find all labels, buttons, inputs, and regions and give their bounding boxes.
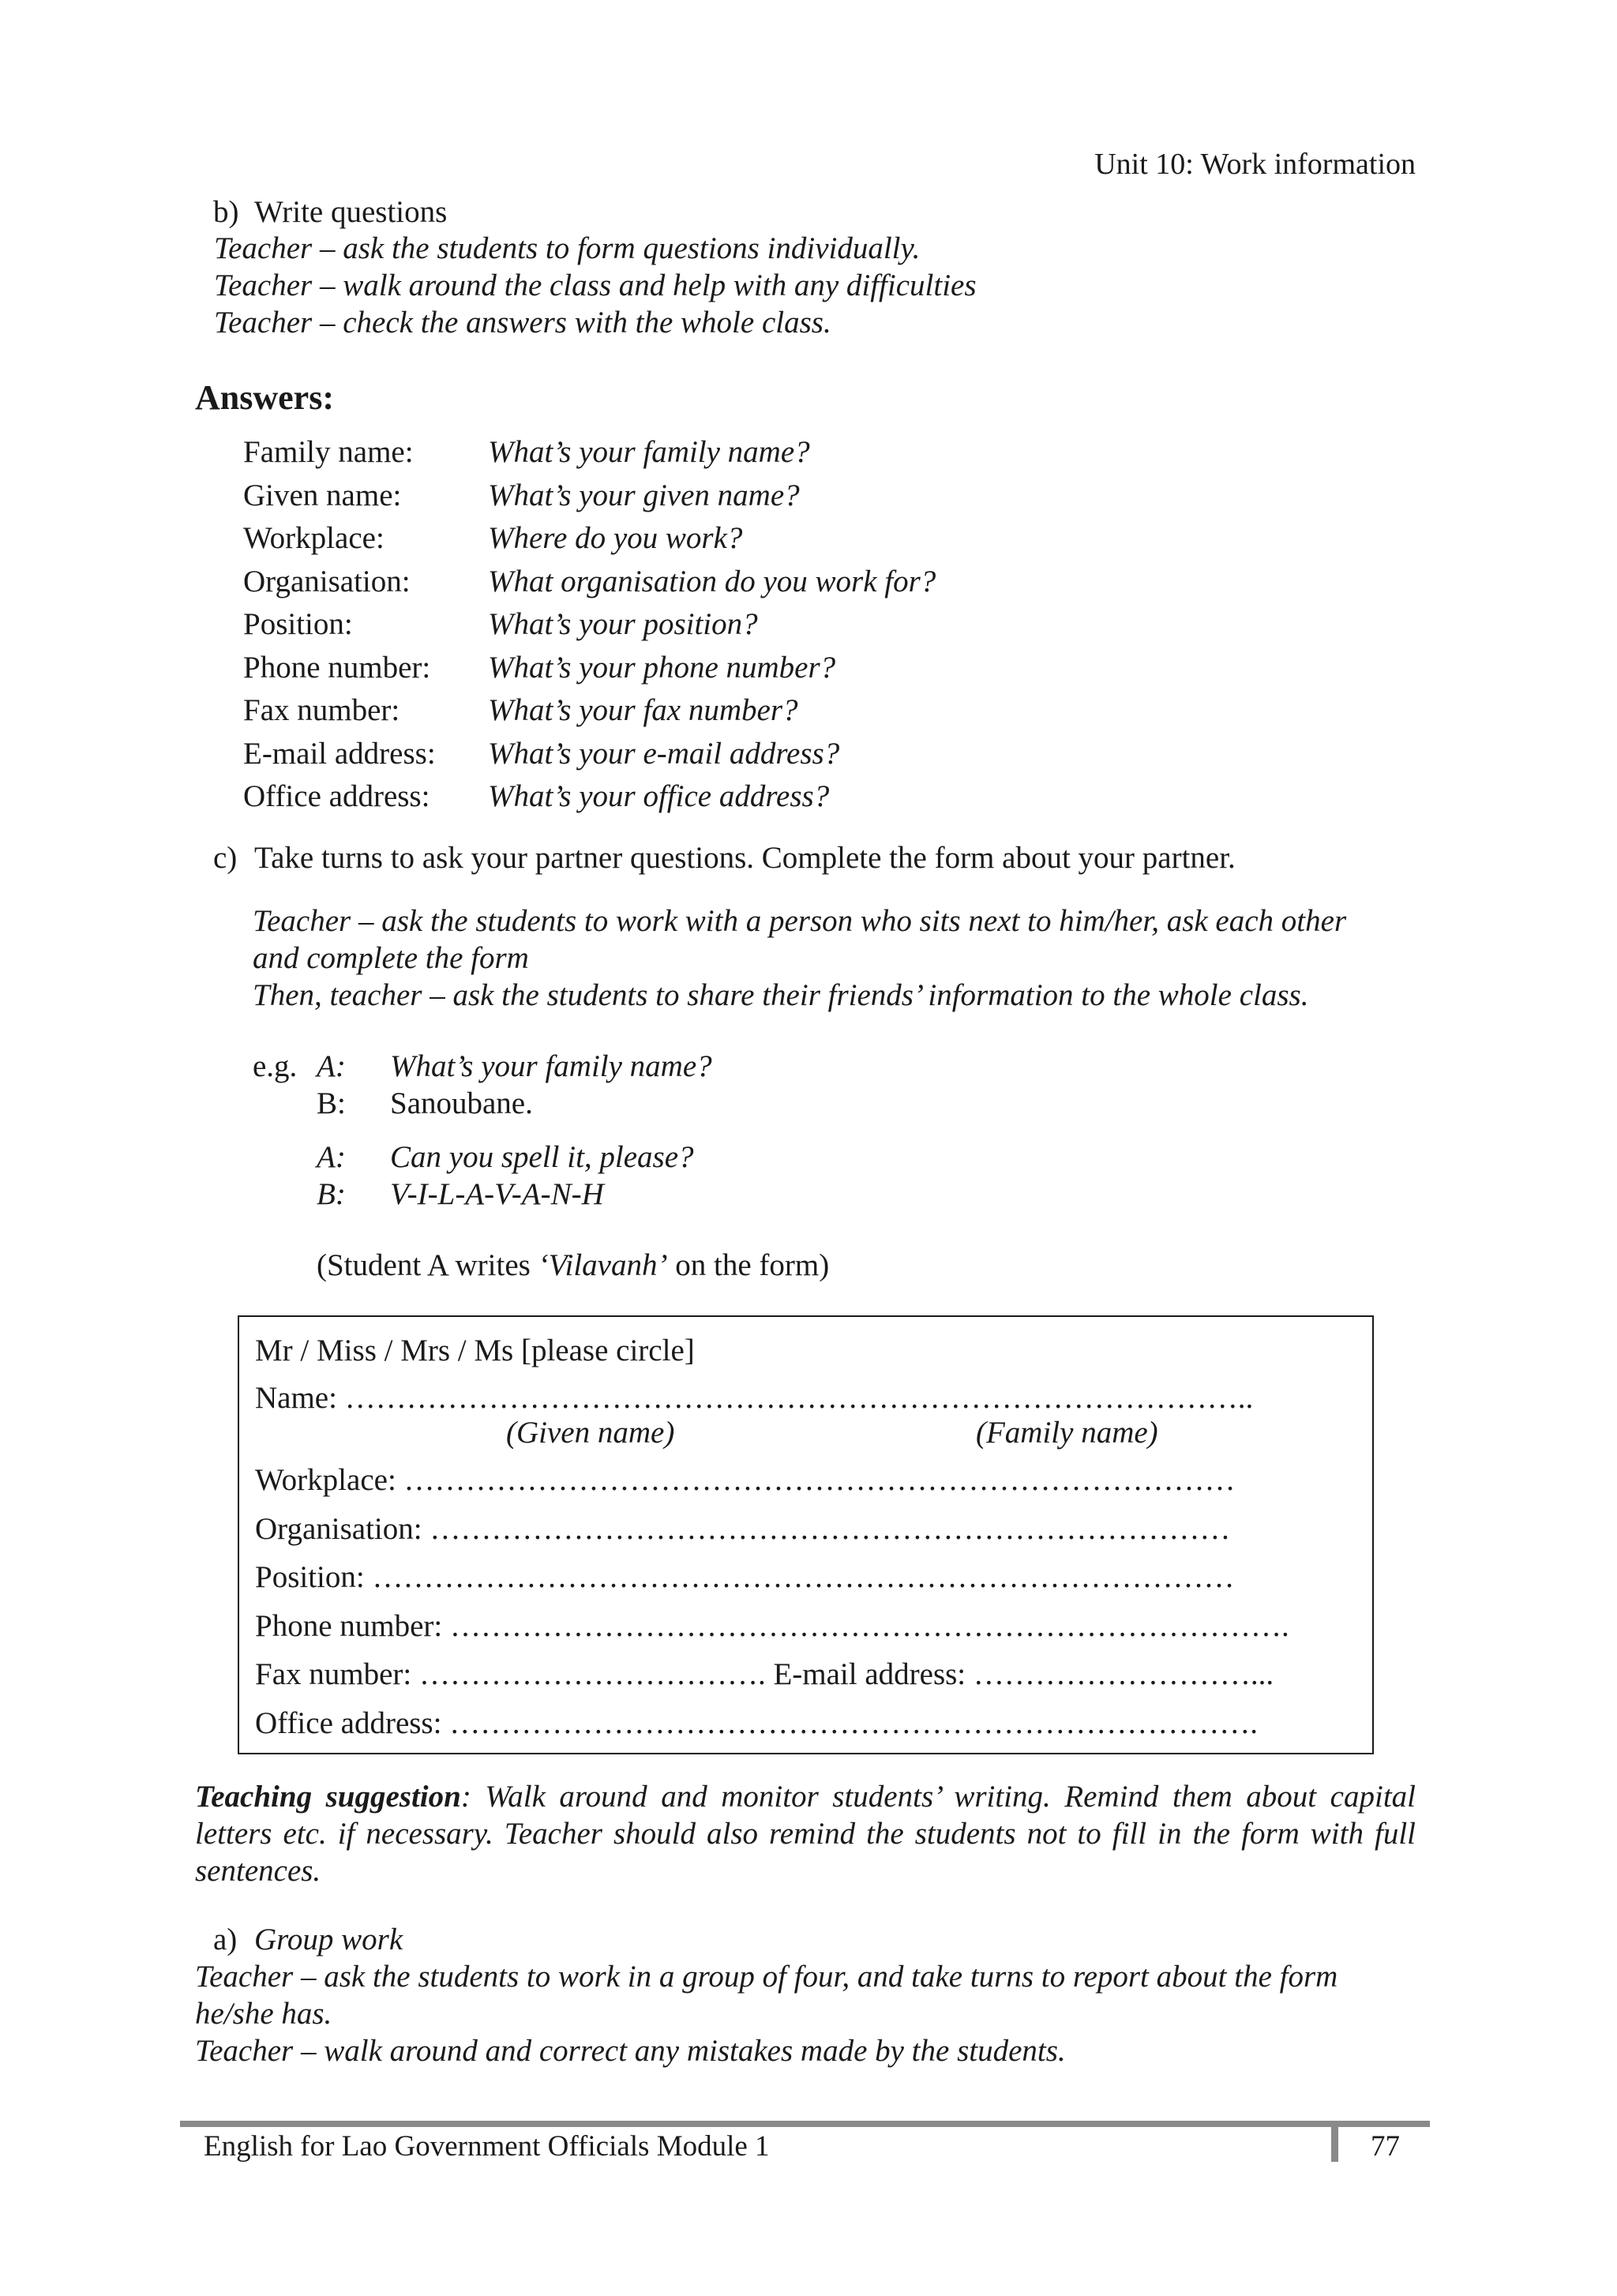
form-position-line: Position: ………………………………………………………………………… [255,1560,1235,1594]
form-workplace-line: Workplace: ……………………………………………………………………… [255,1463,1236,1497]
teaching-suggestion-text: : Walk around and monitor students’ writing. Remind them about capital letters etc. if necessary. Teacher should also remind the students not to fill in the form with full sentences. [195,1780,1416,1888]
answer-label: Fax number: [243,693,400,727]
form-fax-email-line: Fax number: ……………………………. E-mail address: ………………………... [255,1657,1274,1691]
answer-label: Given name: [243,478,402,512]
answer-question: What’s your family name? [488,435,810,469]
form-given-name-caption: (Given name) [506,1416,675,1450]
section-a-line: Teacher – ask the students to work in a group of four, and take turns to report about the form [195,1960,1338,1994]
example-utterance: Sanoubane. [390,1086,533,1120]
section-c-teacher-line: Then, teacher – ask the students to share their friends’ information to the whole class. [253,978,1309,1012]
example-utterance: V-I-L-A-V-A-N-H [390,1177,604,1211]
example-utterance: What’s your family name? [390,1049,712,1083]
section-b-line: Teacher – check the answers with the whole class. [214,306,831,340]
section-a-line: he/she has. [195,1997,332,2031]
section-b-line: Teacher – walk around the class and help with any difficulties [214,268,977,302]
answer-label: E-mail address: [243,737,436,771]
answer-question: What’s your phone number? [488,651,836,685]
footer-divider [1331,2125,1338,2162]
answer-label: Family name: [243,435,414,469]
teaching-suggestion-label: Teaching suggestion [195,1780,461,1814]
example-speaker: A: [317,1140,346,1174]
section-c-teacher-line: Teacher – ask the students to work with a person who sits next to him/her, ask each other [253,904,1347,938]
answer-question: What’s your fax number? [488,693,798,727]
example-note-prefix: (Student A writes [317,1248,538,1282]
answer-label: Organisation: [243,565,411,598]
example-note-suffix: on the form) [667,1248,830,1282]
form-title-line: Mr / Miss / Mrs / Ms [please circle] [255,1334,695,1367]
answer-question: What’s your given name? [488,478,800,512]
section-c-instruction: Take turns to ask your partner questions. Complete the form about your partner. [254,841,1236,875]
answer-label: Office address: [243,779,430,813]
section-c-marker: c) [213,841,238,875]
section-a-title: Group work [254,1923,403,1956]
footer-rule [180,2121,1430,2127]
teaching-suggestion [195,1778,1416,1889]
example-utterance: Can you spell it, please? [390,1140,694,1174]
section-c-teacher-line: and complete the form [253,941,529,975]
example-speaker: B: [317,1086,346,1120]
form-family-name-caption: (Family name) [976,1416,1158,1450]
section-b-marker: b) [213,195,239,229]
partner-form [238,1315,1374,1754]
answer-question: What organisation do you work for? [488,565,936,598]
answer-label: Phone number: [243,651,431,685]
example-note [317,1247,829,1285]
answer-label: Position: [243,607,353,641]
section-b-line: Teacher – ask the students to form questions individually. [214,231,921,265]
section-a-line: Teacher – walk around and correct any mistakes made by the students. [195,2034,1066,2068]
page-number: 77 [1371,2130,1400,2163]
answer-question: What’s your e-mail address? [488,737,840,771]
section-a-marker: a) [213,1923,238,1956]
form-phone-line: Phone number: ………………………………………………………………………. [255,1609,1289,1643]
form-office-line: Office address: ……………………………………………………………………. [255,1706,1258,1740]
form-name-line: Name: …………………………………………………………………………….. [255,1381,1254,1415]
footer-book-title: English for Lao Government Officials Module 1 [204,2130,770,2163]
answer-question: What’s your office address? [488,779,830,813]
example-speaker: B: [317,1177,346,1211]
section-b-title: Write questions [254,195,448,229]
answer-question: What’s your position? [488,607,758,641]
example-note-name: ‘Vilavanh’ [538,1248,668,1282]
example-eg: e.g. [253,1049,298,1083]
form-organisation-line: Organisation: …………………………………………………………………… [255,1512,1231,1546]
running-header: Unit 10: Work information [1094,148,1416,181]
example-speaker: A: [317,1049,346,1083]
answer-question: Where do you work? [488,521,743,555]
answer-label: Workplace: [243,521,385,555]
answers-heading: Answers: [195,378,334,417]
